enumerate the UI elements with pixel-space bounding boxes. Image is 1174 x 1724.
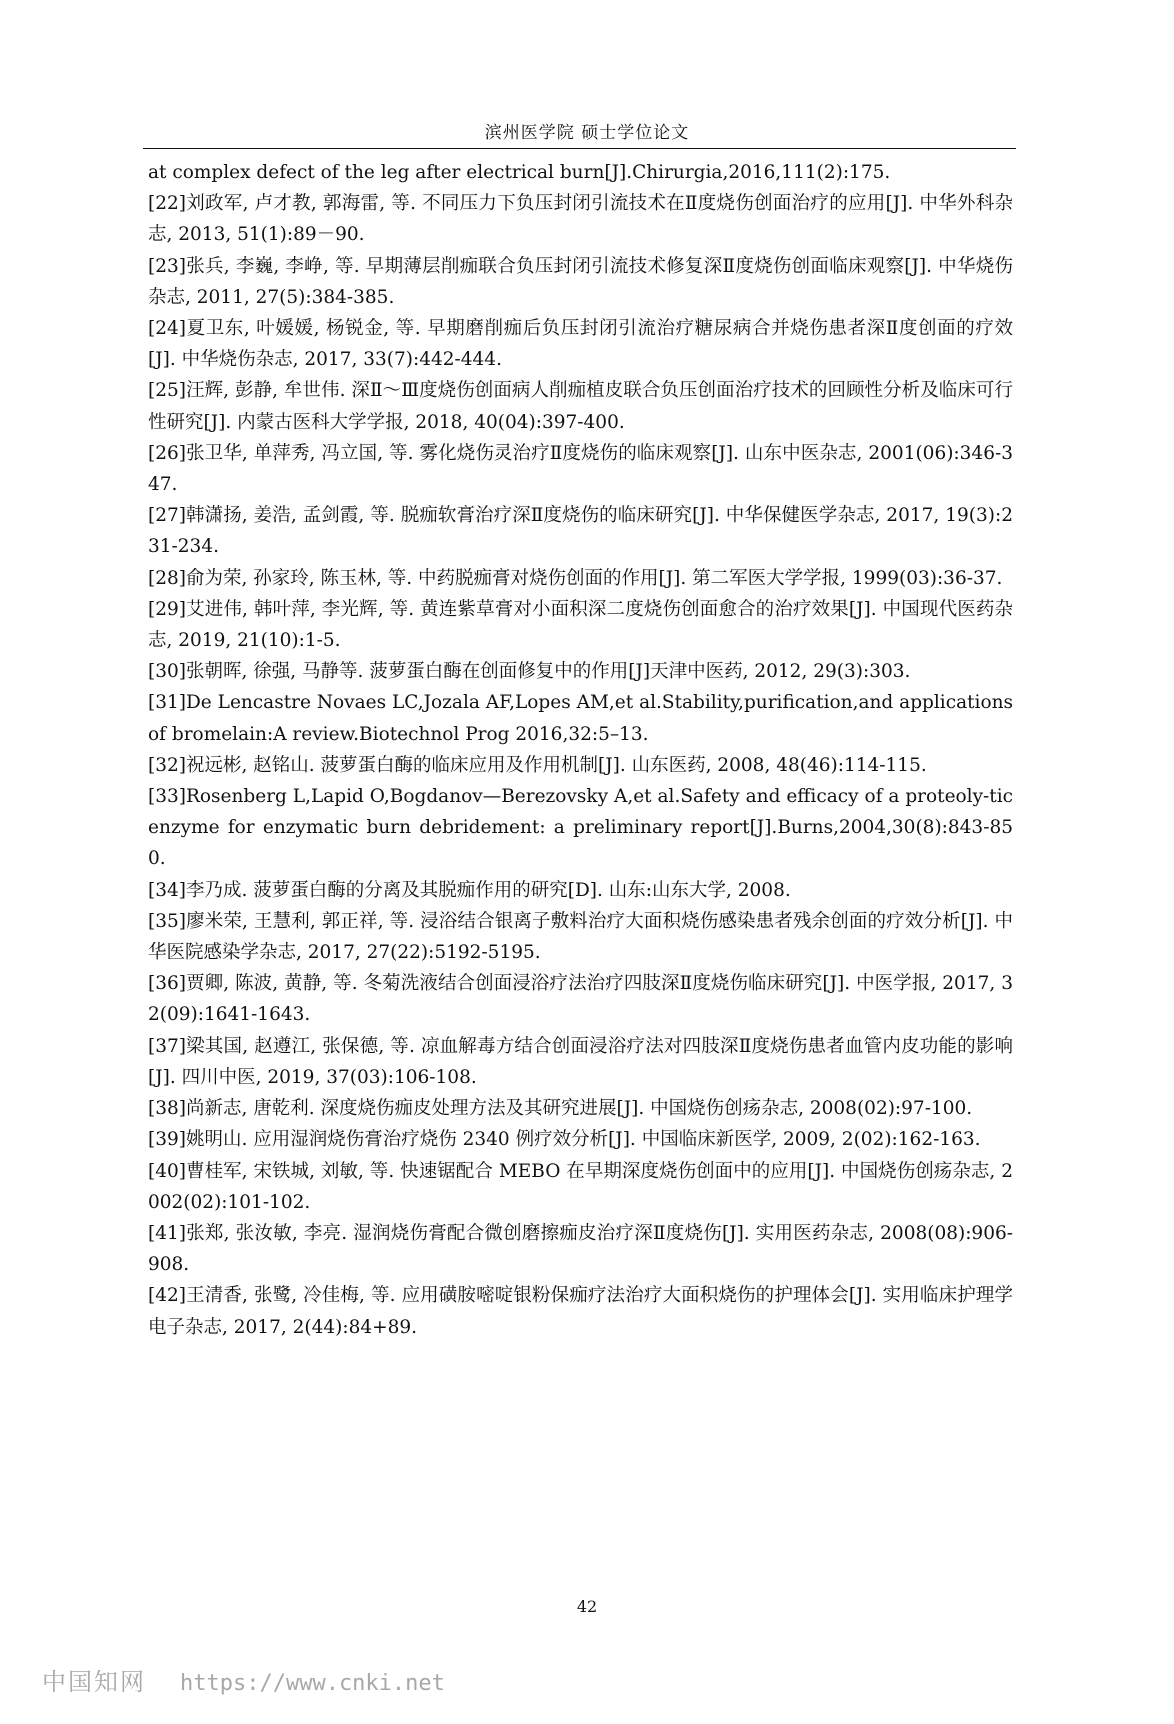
reference-entry: [23]张兵, 李巍, 李峥, 等. 早期薄层削痂联合负压封闭引流技术修复深Ⅱ度烧伤创面临床观察[J]. 中华烧伤杂志, 2011, 27(5):384-385. bbox=[148, 255, 1013, 308]
running-header: 滨州医学院 硕士学位论文 bbox=[484, 123, 690, 143]
reference-entry: [30]张朝晖, 徐强, 马静等. 菠萝蛋白酶在创面修复中的作用[J]天津中医药, 2012, 29(3):303. bbox=[148, 661, 911, 683]
reference-entry: [36]贾卿, 陈波, 黄静, 等. 冬菊洗液结合创面浸浴疗法治疗四肢深Ⅱ度烧伤临床研究[J]. 中医学报, 2017, 32(09):1641-1643. bbox=[148, 973, 1013, 1026]
reference-entry: [28]俞为荣, 孙家玲, 陈玉林, 等. 中药脱痂膏对烧伤创面的作用[J]. 第二军医大学学报, 1999(03):36-37. bbox=[148, 567, 1003, 589]
reference-entry: [37]梁其国, 赵遵江, 张保德, 等. 凉血解毒方结合创面浸浴疗法对四肢深Ⅱ度烧伤患者血管内皮功能的影响[J]. 四川中医, 2019, 37(03):106-108. bbox=[148, 1035, 1013, 1088]
watermark-url: https://www.cnki.net bbox=[180, 1671, 445, 1696]
cnki-watermark bbox=[42, 1662, 445, 1697]
reference-entry: [42]王清香, 张鹭, 冷佳梅, 等. 应用磺胺嘧啶银粉保痂疗法治疗大面积烧伤的护理体会[J]. 实用临床护理学电子杂志, 2017, 2(44):84+89. bbox=[148, 1285, 1013, 1338]
reference-entry: [35]廖米荣, 王慧利, 郭正祥, 等. 浸浴结合银离子敷料治疗大面积烧伤感染患者残余创面的疗效分析[J]. 中华医院感染学杂志, 2017, 27(22):5192-5195. bbox=[148, 910, 1013, 964]
reference-entry: [24]夏卫东, 叶媛媛, 杨锐金, 等. 早期磨削痂后负压封闭引流治疗糖尿病合并烧伤患者深Ⅱ度创面的疗效[J]. 中华烧伤杂志, 2017, 33(7):442-444. bbox=[148, 318, 1013, 371]
reference-entry: [31]De Lencastre Novaes LC,Jozala AF,Lopes AM,et al.Stability,purification,and applications of bromelain:A review.Biotechnol Prog 2016,32:5–13. bbox=[148, 692, 1013, 745]
reference-entry: [41]张郑, 张汝敏, 李亮. 湿润烧伤膏配合微创磨擦痂皮治疗深Ⅱ度烧伤[J]. 实用医药杂志, 2008(08):906-908. bbox=[148, 1222, 1013, 1276]
reference-entry: [27]韩潇扬, 姜浩, 孟剑霞, 等. 脱痂软膏治疗深Ⅱ度烧伤的临床研究[J]. 中华保健医学杂志, 2017, 19(3):231-234. bbox=[148, 505, 1013, 558]
header-rule bbox=[143, 148, 1016, 149]
reference-entry: [40]曹桂军, 宋铁城, 刘敏, 等. 快速锯配合 MEBO 在早期深度烧伤创面中的应用[J]. 中国烧伤创疡杂志, 2002(02):101-102. bbox=[148, 1160, 1013, 1213]
reference-entry: at complex defect of the leg after electrical burn[J].Chirurgia,2016,111(2):175. bbox=[148, 162, 891, 183]
reference-entry: [25]汪辉, 彭静, 牟世伟. 深Ⅱ～Ⅲ度烧伤创面病人削痂植皮联合负压创面治疗技术的回顾性分析及临床可行性研究[J]. 内蒙古医科大学学报, 2018, 40(04):397-400. bbox=[148, 380, 1013, 433]
watermark-brand: 中国知网 bbox=[42, 1668, 146, 1696]
reference-entry: [34]李乃成. 菠萝蛋白酶的分离及其脱痂作用的研究[D]. 山东:山东大学, 2008. bbox=[148, 879, 791, 901]
reference-entry: [32]祝远彬, 赵铭山. 菠萝蛋白酶的临床应用及作用机制[J]. 山东医药, 2008, 48(46):114-115. bbox=[148, 754, 927, 776]
reference-entry: [29]艾进伟, 韩叶萍, 李光辉, 等. 黄连紫草膏对小面积深二度烧伤创面愈合的治疗效果[J]. 中国现代医药杂志, 2019, 21(10):1-5. bbox=[148, 598, 1013, 652]
reference-entry: [33]Rosenberg L,Lapid O,Bogdanov—Berezovsky A,et al.Safety and efficacy of a proteoly-tic enzyme for enzymatic burn debridement: a preliminary report[J].Burns,2004,30(8):843-850. bbox=[148, 786, 1013, 870]
reference-entry: [22]刘政军, 卢才教, 郭海雷, 等. 不同压力下负压封闭引流技术在Ⅱ度烧伤创面治疗的应用[J]. 中华外科杂志, 2013, 51(1):89－90. bbox=[148, 193, 1013, 246]
reference-entry: [39]姚明山. 应用湿润烧伤膏治疗烧伤 2340 例疗效分析[J]. 中国临床新医学, 2009, 2(02):162-163. bbox=[148, 1129, 981, 1151]
reference-entry: [26]张卫华, 单萍秀, 冯立国, 等. 雾化烧伤灵治疗Ⅱ度烧伤的临床观察[J]. 山东中医杂志, 2001(06):346-347. bbox=[148, 442, 1013, 496]
page-number: 42 bbox=[576, 1597, 598, 1616]
reference-entry: [38]尚新志, 唐乾利. 深度烧伤痂皮处理方法及其研究进展[J]. 中国烧伤创疡杂志, 2008(02):97-100. bbox=[148, 1098, 973, 1120]
reference-list bbox=[148, 157, 1013, 1343]
